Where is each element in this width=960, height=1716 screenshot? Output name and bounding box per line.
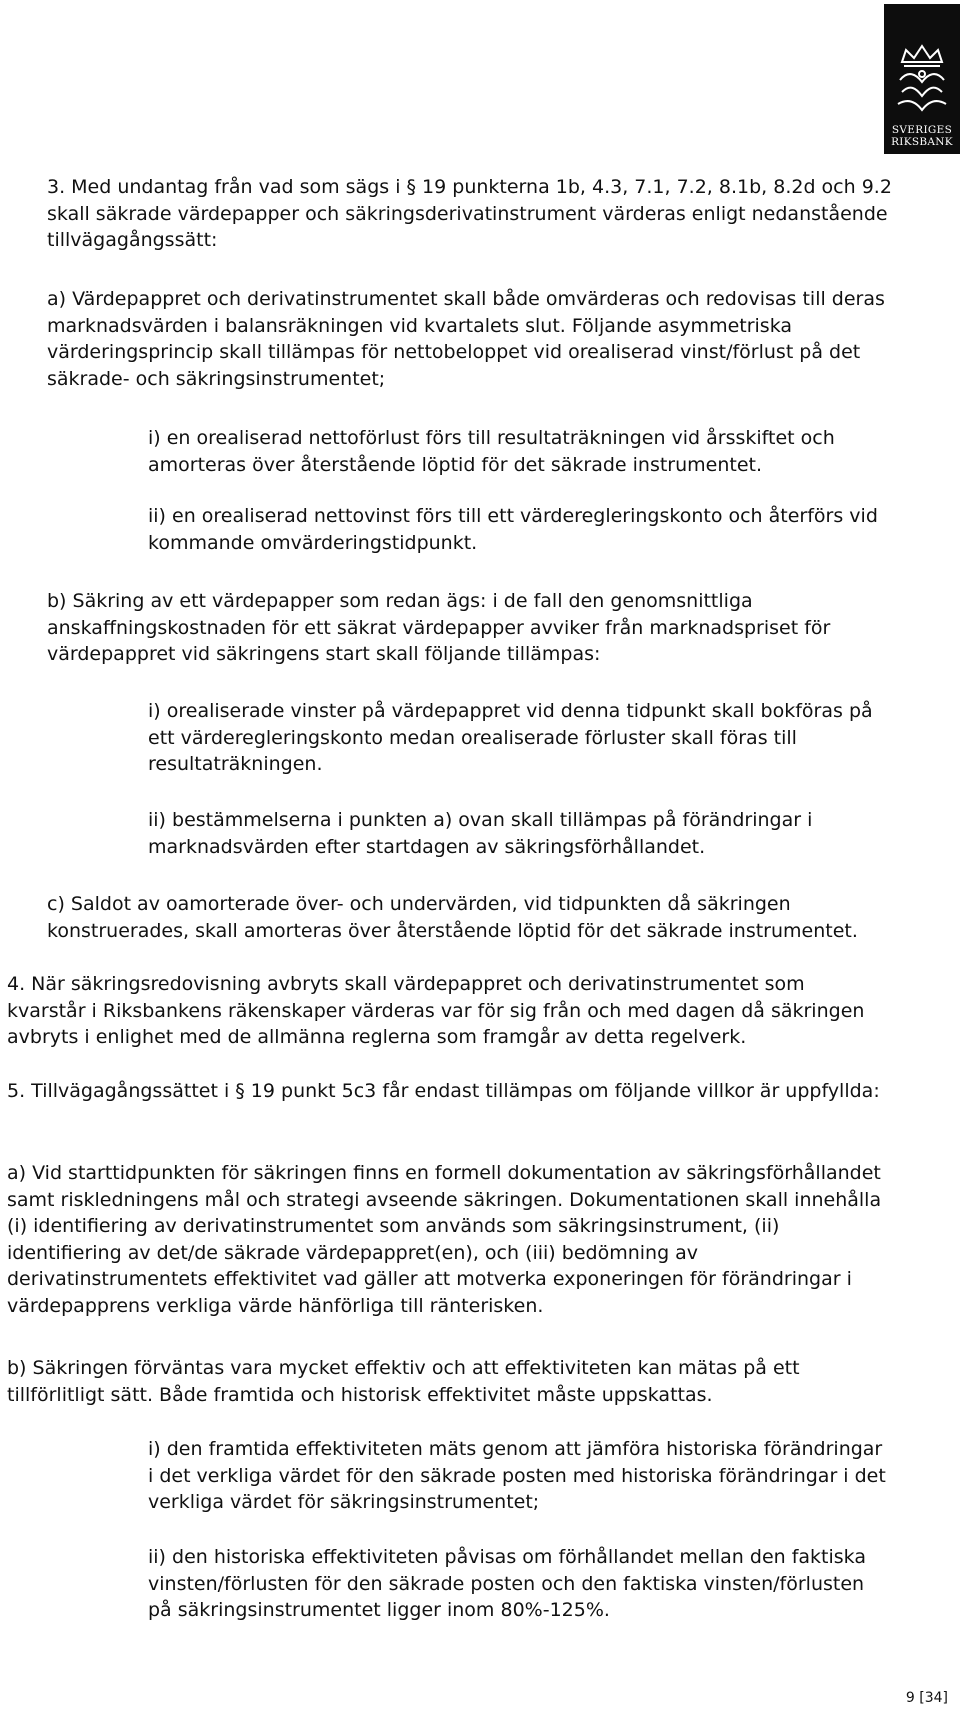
crown-emblem-icon	[894, 44, 950, 118]
section-3-point-c: c) Saldot av oamorterade över- och undervärden, vid tidpunkten då säkringen konstruerades, skall amorteras över återstående löptid för det säkrade instrumentet.	[47, 893, 858, 942]
section-3-point-b-i: i) orealiserade vinster på värdepappret vid denna tidpunkt skall bokföras på ett värderegleringskonto medan orealiserade förluster skall föras till resultaträkningen.	[148, 700, 873, 775]
section-3-point-b-ii: ii) bestämmelserna i punkten a) ovan skall tillämpas på förändringar i marknadsvärden efter startdagen av säkringsförhållandet.	[148, 809, 813, 858]
section-5-intro: 5. Tillvägagångssättet i § 19 punkt 5c3 får endast tillämpas om följande villkor är uppfyllda:	[7, 1080, 880, 1102]
section-5-point-b-i: i) den framtida effektiviteten mäts genom att jämföra historiska förändringar i det verkliga värdet för den säkrade posten med historiska förändringar i det verkliga värdet för säkringsinstrumentet;	[148, 1438, 886, 1513]
section-5-point-b: b) Säkringen förväntas vara mycket effektiv och att effektiviteten kan mätas på ett tillförlitligt sätt. Både framtida och historisk effektivitet måste uppskattas.	[7, 1357, 800, 1406]
riksbank-logo	[884, 4, 960, 154]
section-3-intro: 3. Med undantag från vad som sägs i § 19 punkterna 1b, 4.3, 7.1, 7.2, 8.1b, 8.2d och 9.2 skall säkrade värdepapper och säkringsderivatinstrument värderas enligt nedanstående tillvägagångssätt:	[47, 176, 892, 251]
section-5-point-b-ii: ii) den historiska effektiviteten påvisas om förhållandet mellan den faktiska vinsten/förlusten för den säkrade posten och den faktiska vinsten/förlusten på säkringsinstrumentet ligger inom 80%-125%.	[148, 1546, 866, 1621]
logo-text-riksbank: RIKSBANK	[891, 136, 953, 148]
page-number: 9 [34]	[905, 1690, 948, 1706]
section-4: 4. När säkringsredovisning avbryts skall värdepappret och derivatinstrumentet som kvarstår i Riksbankens räkenskaper värderas var för sig från och med dagen då säkringen avbryts i enlighet med de allmänna reglerna som framgår av detta regelverk.	[7, 973, 865, 1048]
logo-text-sveriges: SVERIGES	[891, 124, 953, 136]
section-3-point-a: a) Värdepappret och derivatinstrumentet skall både omvärderas och redovisas till deras marknadsvärden i balansräkningen vid kvartalets slut. Följande asymmetriska värderingsprincip skall tillämpas för nettobeloppet vid orealiserad vinst/förlust på det säkrade- och säkringsinstrumentet;	[47, 288, 885, 390]
section-3-point-b: b) Säkring av ett värdepapper som redan ägs: i de fall den genomsnittliga anskaffningskostnaden för ett säkrat värdepapper avviker från marknadspriset för värdepappret vid säkringens start skall följande tillämpas:	[47, 590, 831, 665]
section-3-point-a-i: i) en orealiserad nettoförlust förs till resultaträkningen vid årsskiftet och amorteras över återstående löptid för det säkrade instrumentet.	[148, 427, 835, 476]
section-3-point-a-ii: ii) en orealiserad nettovinst förs till ett värderegleringskonto och återförs vid kommande omvärderingstidpunkt.	[148, 505, 878, 554]
section-5-point-a: a) Vid starttidpunkten för säkringen finns en formell dokumentation av säkringsförhållandet samt riskledningens mål och strategi avseende säkringen. Dokumentationen skall innehålla (i) identifiering av derivatinstrumentet som används som säkringsinstrument, (ii) identifiering av det/de säkrade värdepappret(en), och (iii) bedömning av derivatinstrumentets effektivitet vad gäller att motverka exponeringen för förändringar i värdepapprens verkliga värde hänförliga till ränterisken.	[7, 1162, 882, 1317]
